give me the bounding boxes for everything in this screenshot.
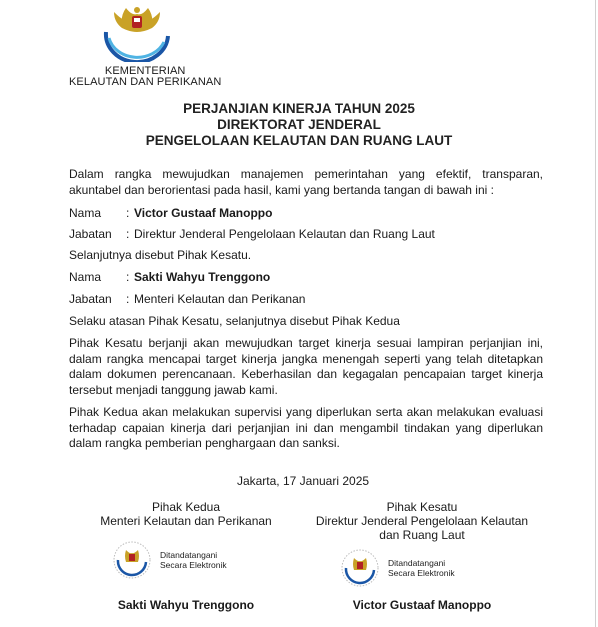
right-signatory-title-line1: Direktur Jenderal Pengelolaan Kelautan [315,514,529,528]
right-esign-text [388,558,455,578]
party2-position-separator: : [126,292,130,306]
party1-name-label: Nama [69,206,102,220]
place-date: Jakarta, 17 Januari 2025 [236,474,370,488]
intro-paragraph: Dalam rangka mewujudkan manajemen pemerintahan yang efektif, transparan, akuntabel dan berorientasi pada hasil, kami yang bertanda tangan di bawah ini : [69,167,543,197]
right-esign-line1: Ditandatangani [388,558,446,568]
ministry-name-line2: KELAUTAN DAN PERIKANAN [69,76,222,88]
party1-name-separator: : [126,206,130,220]
supervision-paragraph: Pihak Kedua akan melakukan supervisi yang diperlukan serta akan melakukan evaluasi terhadap capaian kinerja dari perjanjian ini dan mengambil tindakan yang diperlukan dalam rangka pemberian penghargaan dan sanksi. [69,405,543,450]
party2-alias: Selaku atasan Pihak Kesatu, selanjutnya disebut Pihak Kedua [69,314,400,328]
party1-position-value: Direktur Jenderal Pengelolaan Kelautan dan Ruang Laut [134,227,435,241]
right-signatory-role: Pihak Kesatu [386,500,458,514]
right-esign-seal-icon [340,548,380,588]
right-signatory-title-line2: dan Ruang Laut [379,528,465,542]
party2-name-value: Sakti Wahyu Trenggono [134,270,271,284]
left-signatory-name: Sakti Wahyu Trenggono [117,598,255,612]
page-border [595,0,596,627]
ministry-name [69,66,221,88]
party2-position-row [69,292,305,307]
ministry-logo [100,2,174,62]
party2-position-label: Jabatan [69,292,112,306]
document-title-line1: PERJANJIAN KINERJA TAHUN 2025 [183,101,415,116]
party1-name-row [69,206,272,221]
right-signatory-name: Victor Gustaaf Manoppo [352,598,492,612]
right-electronic-signature [340,548,500,588]
party2-position-value: Menteri Kelautan dan Perikanan [134,292,306,306]
party1-position-label: Jabatan [69,227,112,241]
party1-position-row [69,227,435,242]
party1-position-separator: : [126,227,130,241]
party1-name-value: Victor Gustaaf Manoppo [134,206,273,220]
party1-alias: Selanjutnya disebut Pihak Kesatu. [69,248,252,262]
garuda-emblem-icon [100,2,174,62]
party2-name-row [69,270,270,285]
right-esign-line2: Secara Elektronik [388,568,455,578]
party2-name-label: Nama [69,270,102,284]
left-esign-line2: Secara Elektronik [160,560,227,570]
document-title-line2: DIREKTORAT JENDERAL [217,117,381,132]
commitment-paragraph: Pihak Kesatu berjanji akan mewujudkan target kinerja sesuai lampiran perjanjian ini, dalam rangka mencapai target kinerja jangka menengah seperti yang telah ditetapkan dalam dokumen perencanaan. Keberhasilan dan kegagalan pencapaian target kinerja tersebut menjadi tanggung jawab kami. [69,336,543,397]
document-title-line3: PENGELOLAAN KELAUTAN DAN RUANG LAUT [145,133,453,148]
left-signatory-role: Pihak Kedua [151,500,221,514]
left-esign-text [160,550,227,570]
left-esign-line1: Ditandatangani [160,550,218,560]
ministry-name-line1: KEMENTERIAN [104,65,186,77]
left-electronic-signature [112,540,272,580]
party2-name-separator: : [126,270,130,284]
left-esign-seal-icon [112,540,152,580]
left-signatory-title: Menteri Kelautan dan Perikanan [100,514,272,528]
